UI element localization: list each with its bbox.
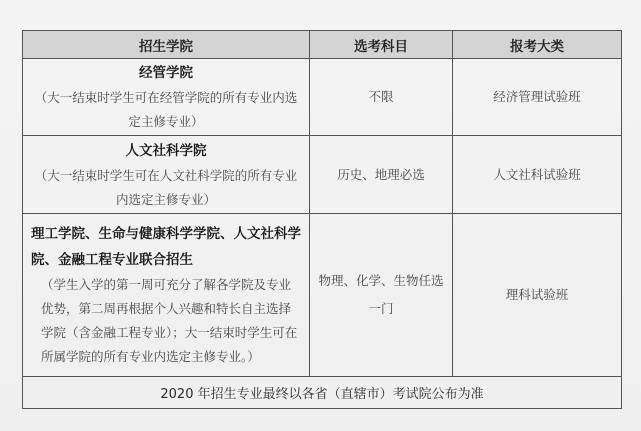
- college-name: 经管学院: [139, 65, 193, 81]
- college-cell: [23, 59, 310, 136]
- college-cell: [23, 214, 310, 377]
- category-cell: [453, 214, 622, 377]
- college-name: 理工学院、生命与健康科学学院、人文社科学院、金融工程专业联合招生: [31, 226, 301, 268]
- subjects-cell: [310, 59, 453, 136]
- college-description: （大一结束时学生可在经管学院的所有专业内选定主修专业）: [34, 90, 298, 129]
- enrollment-table: [22, 30, 622, 409]
- header-category: 报考大类: [453, 31, 622, 59]
- category-text: 经济管理试验班: [493, 89, 581, 104]
- college-name: 人文社科学院: [125, 142, 207, 159]
- table-header-row: [23, 31, 622, 59]
- table-row: [23, 59, 622, 136]
- college-description: （学生入学的第一周可充分了解各学院及专业优势，第二周再根据个人兴趣和特长自主选择学院（含金融工程专业）；大一结束时学生可在所属学院的所有专业内选定主修专业。）: [41, 277, 298, 364]
- table-row: [23, 214, 622, 377]
- subjects-cell: [310, 136, 453, 214]
- table-note-row: [23, 377, 622, 409]
- table-note: 2020 年招生专业最终以各省（直辖市）考试院公布为准: [23, 377, 622, 409]
- category-cell: [453, 59, 622, 136]
- subjects-cell: [310, 214, 453, 377]
- category-text: 理科试验班: [505, 287, 569, 302]
- category-cell: [453, 136, 622, 214]
- category-text: 人文社科试验班: [493, 166, 581, 182]
- table-row: [23, 136, 622, 214]
- header-subjects: 选考科目: [310, 31, 453, 59]
- college-description: （大一结束时学生可在人文社科学院的所有专业内选定主修专业）: [34, 167, 298, 207]
- subjects-text: 历史、地理必选: [337, 166, 425, 182]
- subjects-text: 不限: [368, 89, 394, 104]
- header-college: 招生学院: [23, 31, 310, 59]
- subjects-text: 物理、化学、生物任选一门: [318, 273, 444, 316]
- college-cell: [23, 136, 310, 214]
